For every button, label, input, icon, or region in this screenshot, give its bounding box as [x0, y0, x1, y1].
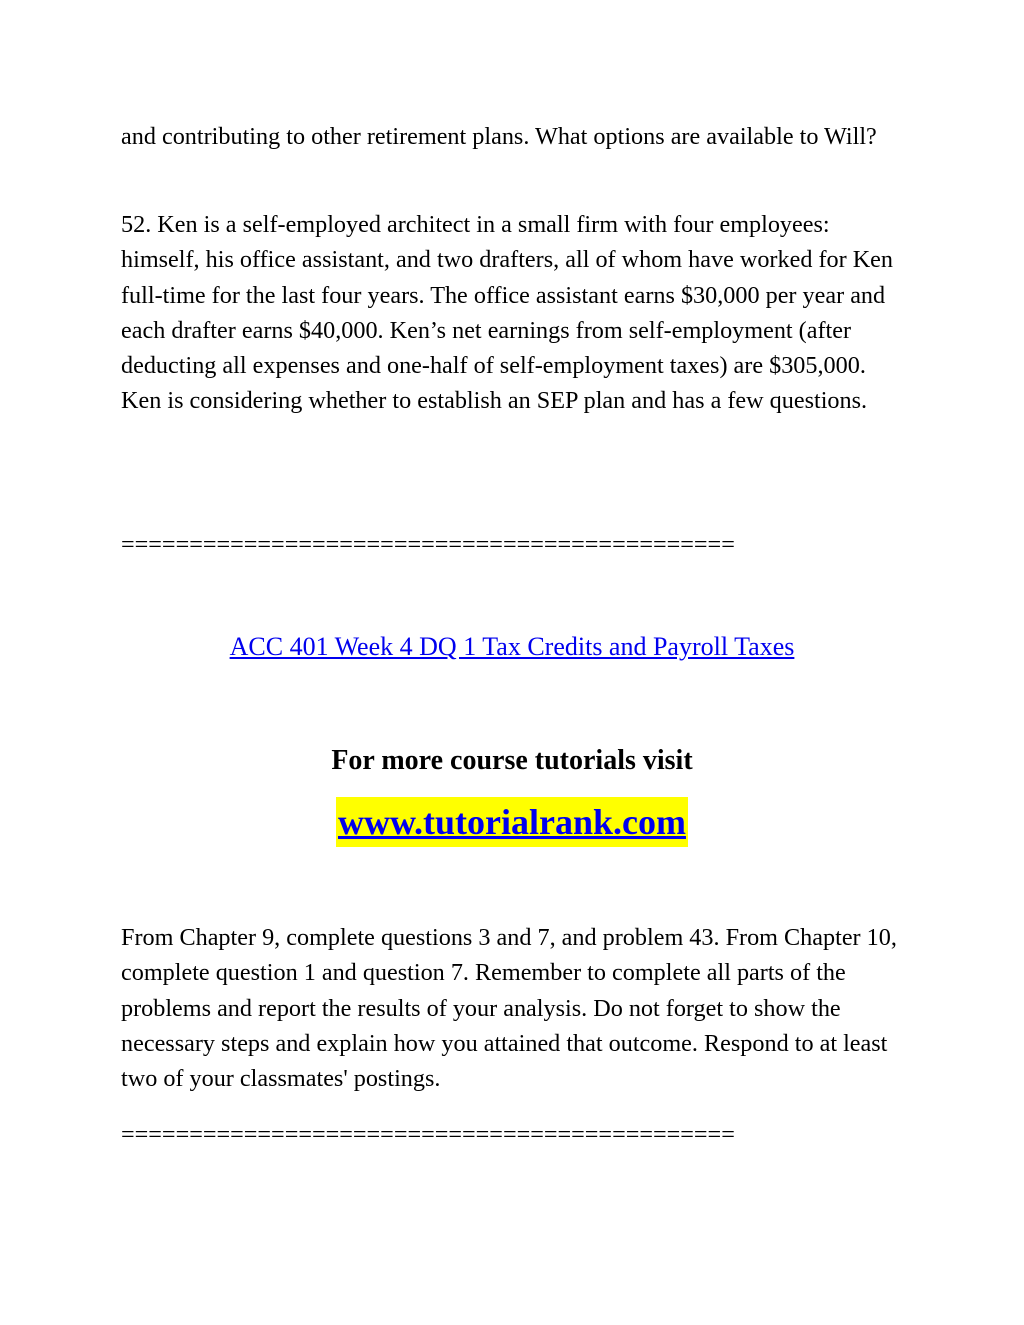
tutorialrank-link[interactable]: www.tutorialrank.com [336, 797, 688, 847]
site-link-container [0, 797, 1024, 847]
promo-heading: For more course tutorials visit [331, 745, 693, 776]
question-52-paragraph: 52. Ken is a self-employed architect in a small firm with four employees: himself, his office assistant, and two drafters, all of whom have worked for Ken full-time for the last four years. The office assistant earns $30,000 per year and each drafter earns $40,000. Ken’s net earnings from self-employment (after deducting all expenses and one-half of self-employment taxes) are $305,000. Ken is considering whether to establish an SEP plan and has a few questions. [121, 211, 894, 415]
course-title [0, 630, 1024, 664]
intro-paragraph: and contributing to other retirement plans. What options are available to Will? [121, 123, 877, 150]
course-link[interactable]: ACC 401 Week 4 DQ 1 Tax Credits and Payroll Taxes [229, 632, 795, 661]
separator-line: ============================================= [121, 531, 735, 558]
separator-line-bottom: ============================================= [121, 1121, 735, 1148]
discussion-question-paragraph: From Chapter 9, complete questions 3 and 7, and problem 43. From Chapter 10, complete question 1 and question 7. Remember to complete all parts of the problems and report the results of your analysis. Do not forget to show the necessary steps and explain how you attained that outcome. Respond to at least two of your classmates' postings. [121, 924, 897, 1093]
